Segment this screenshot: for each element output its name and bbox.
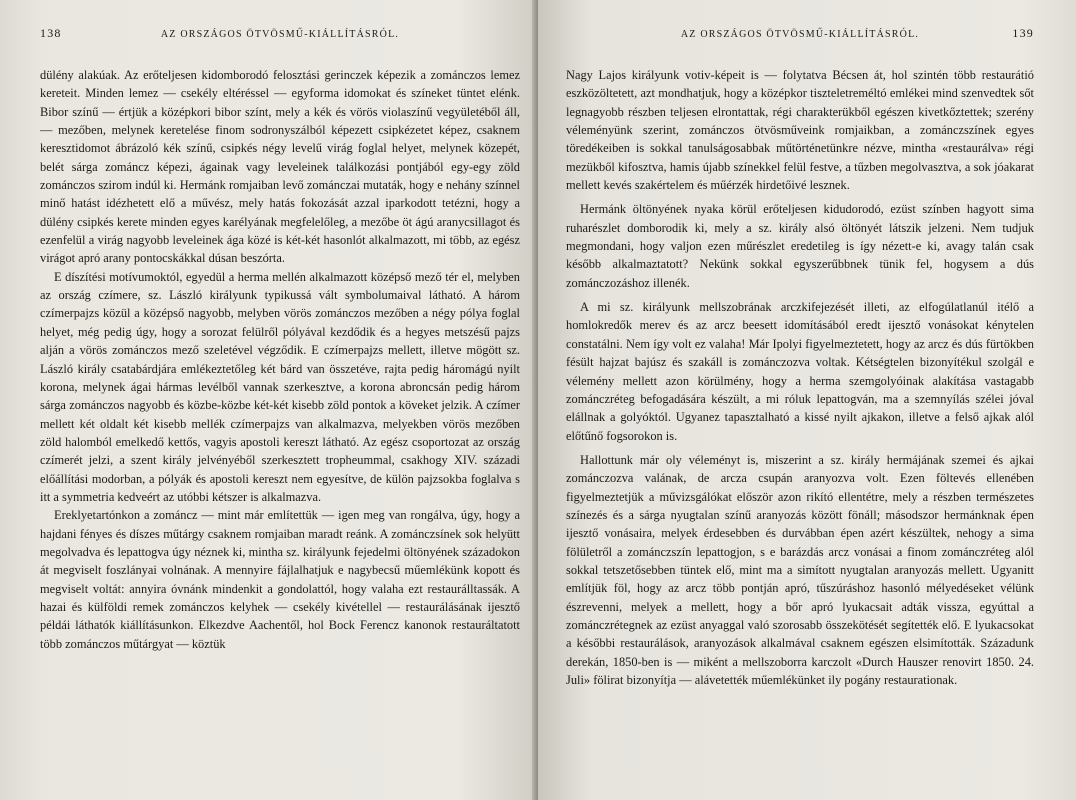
left-running-head bbox=[40, 26, 520, 48]
right-page-text bbox=[566, 66, 1034, 689]
paragraph: Hermánk öltönyének nyaka körül erőteljesen kidudorodó, ezüst színben hagyott sima ruharészlet domborodik ki, mely a sz. király alsó öltönyét látszik jelzeni. Nem tudjuk megmondani, hogy valjon ezen műrészlet eredetileg is így nézett-e ki, avagy talán csak később alkalmaztatott? Nekünk sokkal egyszerűbbnek tünik fel, hogysem a dús zománczozáshoz illenék. bbox=[566, 202, 1034, 290]
paragraph: Hallottunk már oly véleményt is, miszerint a sz. király hermájának szemei és ajkai zománczozva valának, de arcza csupán aranyozva volt. Ezen föltevés ellenében figyelmeztetjük a művizsgálókat először azon rikító ellentétre, mely a részben természetes színezés és a sárga nyugtalan színű aranyozás között fönáll; másodszor hermánknak épen ijesztő vonásaira, melyek érdesebben és durvábban épen azért készültek, nehogy a sima fölületről a zománczszín lepattogjon, s e barázdás arcz vonásai a finom zománczréteg alól sokkal tetszetősebben tüntek elő, mint ma a simított nyugtalan aranyozás mellett. Ugyanitt említjük föl, hogy az arcz több pontján apró, tűszúráshoz hasonló mélyedéseket vélünk észrevenni, melyek a mellett, hogy a bőr apró lyukacsait adták vissza, egyúttal a zománczrétegnek az ezüst anyaggal való szorosabb összekötését segítették elő. E lyukacsokat a későbbi restaurálások, aranyozások alkalmával csaknem egészen elsimították. Századunk derekán, 1850-ben is — miként a mellszoborra karczolt «Durch Hauszer renovirt 1850. 24. Juli» fölirat bizonyítja — alávetették műemlékünket ily pogány restaurationak. bbox=[566, 452, 1034, 687]
paragraph: Ereklyetartónkon a zománcz — mint már említettük — igen meg van rongálva, úgy, hogy a hajdani fényes és díszes műtárgy csaknem romjaiban maradt reánk. A zománczsínek sok helyütt megolvadva és lepattogva úgy néznek ki, mintha sz. királyunk fejedelmi öltönyének századokon át megviselt foszlányai volnának. A mennyire fájlalhatjuk e nagybecsű műemlékünk kopott és megviselt voltát: annyira óvnánk mindenkit a gondolattól, hogy valaha ezt restaurálltassák. A hazai és külföldi remek zománczos kelyhek — csekély kivétellel — restaurálásának ijesztő példái láthatók kiállításunkon. Elkezdve Aachentől, hol Bock Ferencz kanonok restauráltatott több zománczos műtárgyat — köztük bbox=[40, 508, 520, 651]
right-page bbox=[538, 0, 1076, 800]
left-page-number: 138 bbox=[40, 26, 62, 40]
paragraph: A mi sz. királyunk mellszobrának arczkifejezését illeti, az elfogúlatlanúl itélő a homlokredők merev és az arcz beesett idomításából eredt ijesztő vonásokat kénytelen constatálni. Nem így volt ez valaha! Már Ipolyi figyelmeztetett, hogy az arcz és dús fürtökben fésült hajzat bajúsz és szakáll is zománczozva voltak. Kétségtelen bizonyítékul szolgál e vélemény mellett azon körülmény, hogy a herma szemgolyóinak alakítása vastagabb zománczréteg befogadására készült, a mi róluk lepattogván, ma a szemnyílás szélei jóval elállnak a golyóktól. Ugyanez tapasztalható a kissé nyilt ajkakon, illetve a felső ajkak alól előtűnő fogsorokon is. bbox=[566, 300, 1034, 443]
paragraph: E díszítési motívumoktól, egyedül a herma mellén alkalmazott középső mező tér el, melyben az ország czímere, sz. László királyunk typikussá vált symbolumaival látható. A három czímerpajzs közül a középső nagyobb, melyben vörös zománczos mezőben a négy pólya foglal helyet, még pedig úgy, hogy a sorozat felülről pólyával kezdődik és a hegyes metszésű pajzs alján a vörös zománczos mező szeletével végződik. E czímerpajzs mellett, illetve mögött sz. László király csatabárdjára emlékeztetőleg két bárd van összetéve, rajta pedig háromágú nyilt korona, melynek ágai hármas levélből vannak szerkesztve, a korona abroncsán pedig három sárga zománczos nagyobb és közbe-közbe két-két kisebb zöld pontok a köveket jelzik. A czímer mellett két oldalt két kisebb mellék czímerpajzs van alkalmazva, melyekben vörös mezőben zöld halomból emelkedő kettős, vagyis apostoli kereszt látható. Az egész csoportozat az ország czímerét jelzi, a szent király jelvényéből szerkesztett tropheummal, csakhogy XIV. századi előállítási modorban, a pólyák és apostoli kereszt nem egyesítve, de külön pajzsokba foglalva s itt a symmetria kedveért az utóbbi kétszer is alkalmazva. bbox=[40, 269, 520, 504]
paragraph: dülény alakúak. Az erőteljesen kidomborodó felosztási gerinczek képezik a zománczos lemez kereteit. Minden lemez — csekély eltéréssel — egyforma idomokat és színeket tüntet elénk. Bibor színű — értjük a középkori bibor színt, mely a kék és vörös violaszínű vegyületéből áll, — mezőben, melynek keretelése finom sodronyszálból képezett csipkézetet képez, csaknem keresztidomot ábrázoló kék színű, csipkés négy levelű virág foglal helyet, melynek közepét, belét sárga zománcz képezi, ágainak vagy leveleinek találkozási pontjából egy-egy zöld zománczos szirom indúl ki. Hermánk romjaiban levő zománczai mutaták, hogy e nehány színnel minő hatást idézhetett elő a művész, mely hatás fokozását azzal iparkodott tetézni, hogy a dülény csipkés kerete minden egyes karélyának megfelelőleg, a mezőbe öt ágú aranycsillagot és ezenfelül a virág nagyobb leveleinek ága közé is két-két hasonlót alkalmazott, mi több, az egész virágot apró arany pontocskákkal dúsan beszórta. bbox=[40, 68, 520, 266]
paragraph: Nagy Lajos királyunk votiv-képeit is — folytatva Bécsen át, hol szintén több restaurátió eszközöltetett, azt mondhatjuk, hogy a középkor tiszteletreméltó emlékei mind szenvedtek sőt legnagyobb részben teljesen elrontattak, régi charakterükből egészen kivetkőztettek; szerény véleményünk szerint, zománczos ötvösműveink romjaikban, a zománczszínek egyes töredékeiben is sokkal tanulságosabbak műtörténetünkre nézve, mintha «restaurálva» régi mezükből kifosztva, hamis újabb színekkel felül festve, a tűzben megolvasztva, a sok jóakarat mellett kevés szakértelem és műérzék hirdetőivé lesznek. bbox=[566, 68, 1034, 193]
right-running-title: AZ ORSZÁGOS ÖTVÖSMŰ-KIÁLLÍTÁSRÓL. bbox=[680, 29, 920, 40]
left-page-text bbox=[40, 66, 520, 653]
right-page-number: 139 bbox=[1012, 26, 1034, 40]
right-running-head bbox=[566, 26, 1034, 48]
left-running-title: AZ ORSZÁGOS ÖTVÖSMŰ-KIÁLLÍTÁSRÓL. bbox=[160, 29, 400, 40]
